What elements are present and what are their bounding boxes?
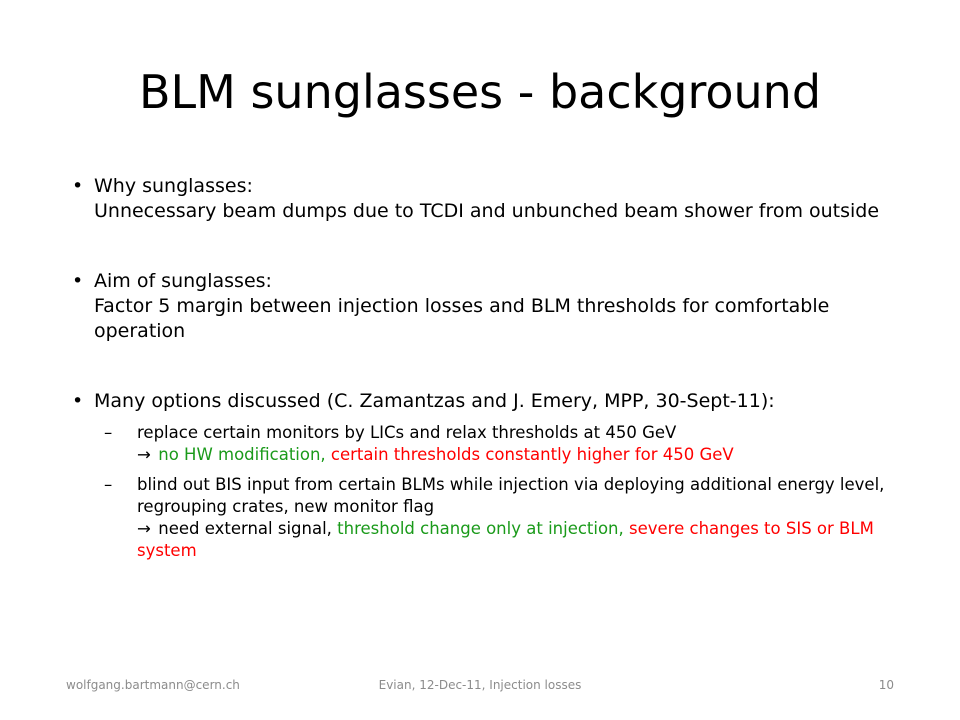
bullet-why-sunglasses bbox=[72, 174, 902, 224]
bullet-body: Unnecessary beam dumps due to TCDI and unbunched beam shower from outside bbox=[94, 200, 880, 222]
arrow-right-icon: → bbox=[137, 445, 151, 464]
outcome-positive: no HW modification, bbox=[158, 445, 326, 464]
arrow-right-icon: → bbox=[137, 519, 151, 538]
bullet-body: Factor 5 margin between injection losses and BLM thresholds for comfortable operation bbox=[94, 295, 830, 342]
bullet-dot-icon: • bbox=[72, 270, 84, 292]
outcome-negative: certain thresholds constantly higher for 450 GeV bbox=[330, 445, 734, 464]
slide-title: BLM sunglasses - background bbox=[138, 65, 822, 119]
dash-icon: – bbox=[104, 475, 113, 494]
outcome-negative: severe changes to SIS or BLM system bbox=[137, 519, 874, 560]
footer-page-number: 10 bbox=[878, 678, 894, 692]
bullet-dot-icon: • bbox=[72, 390, 84, 412]
slide-body bbox=[72, 174, 902, 570]
footer-email: wolfgang.bartmann@cern.ch bbox=[66, 678, 240, 692]
sub-item-blind-out-bis bbox=[72, 474, 902, 562]
bullet-heading: Aim of sunglasses: bbox=[94, 270, 272, 292]
bullet-heading: Why sunglasses: bbox=[94, 175, 253, 197]
bullet-dot-icon: • bbox=[72, 175, 84, 197]
dash-icon: – bbox=[104, 423, 113, 442]
sub-item-outcome bbox=[137, 444, 902, 466]
bullet-aim-of-sunglasses bbox=[72, 269, 902, 344]
sub-item-replace-monitors bbox=[72, 422, 902, 466]
footer-event: Evian, 12-Dec-11, Injection losses bbox=[378, 678, 582, 692]
sub-item-outcome bbox=[137, 518, 902, 562]
outcome-neutral: need external signal, bbox=[158, 519, 332, 538]
bullet-options-discussed bbox=[72, 389, 902, 414]
sub-item-text: blind out BIS input from certain BLMs while injection via deploying additional energy level, regrouping crates, new monitor flag bbox=[137, 475, 885, 516]
outcome-positive: threshold change only at injection, bbox=[337, 519, 624, 538]
bullet-heading: Many options discussed (C. Zamantzas and J. Emery, MPP, 30-Sept-11): bbox=[94, 390, 775, 412]
sub-item-text: replace certain monitors by LICs and relax thresholds at 450 GeV bbox=[137, 423, 677, 442]
